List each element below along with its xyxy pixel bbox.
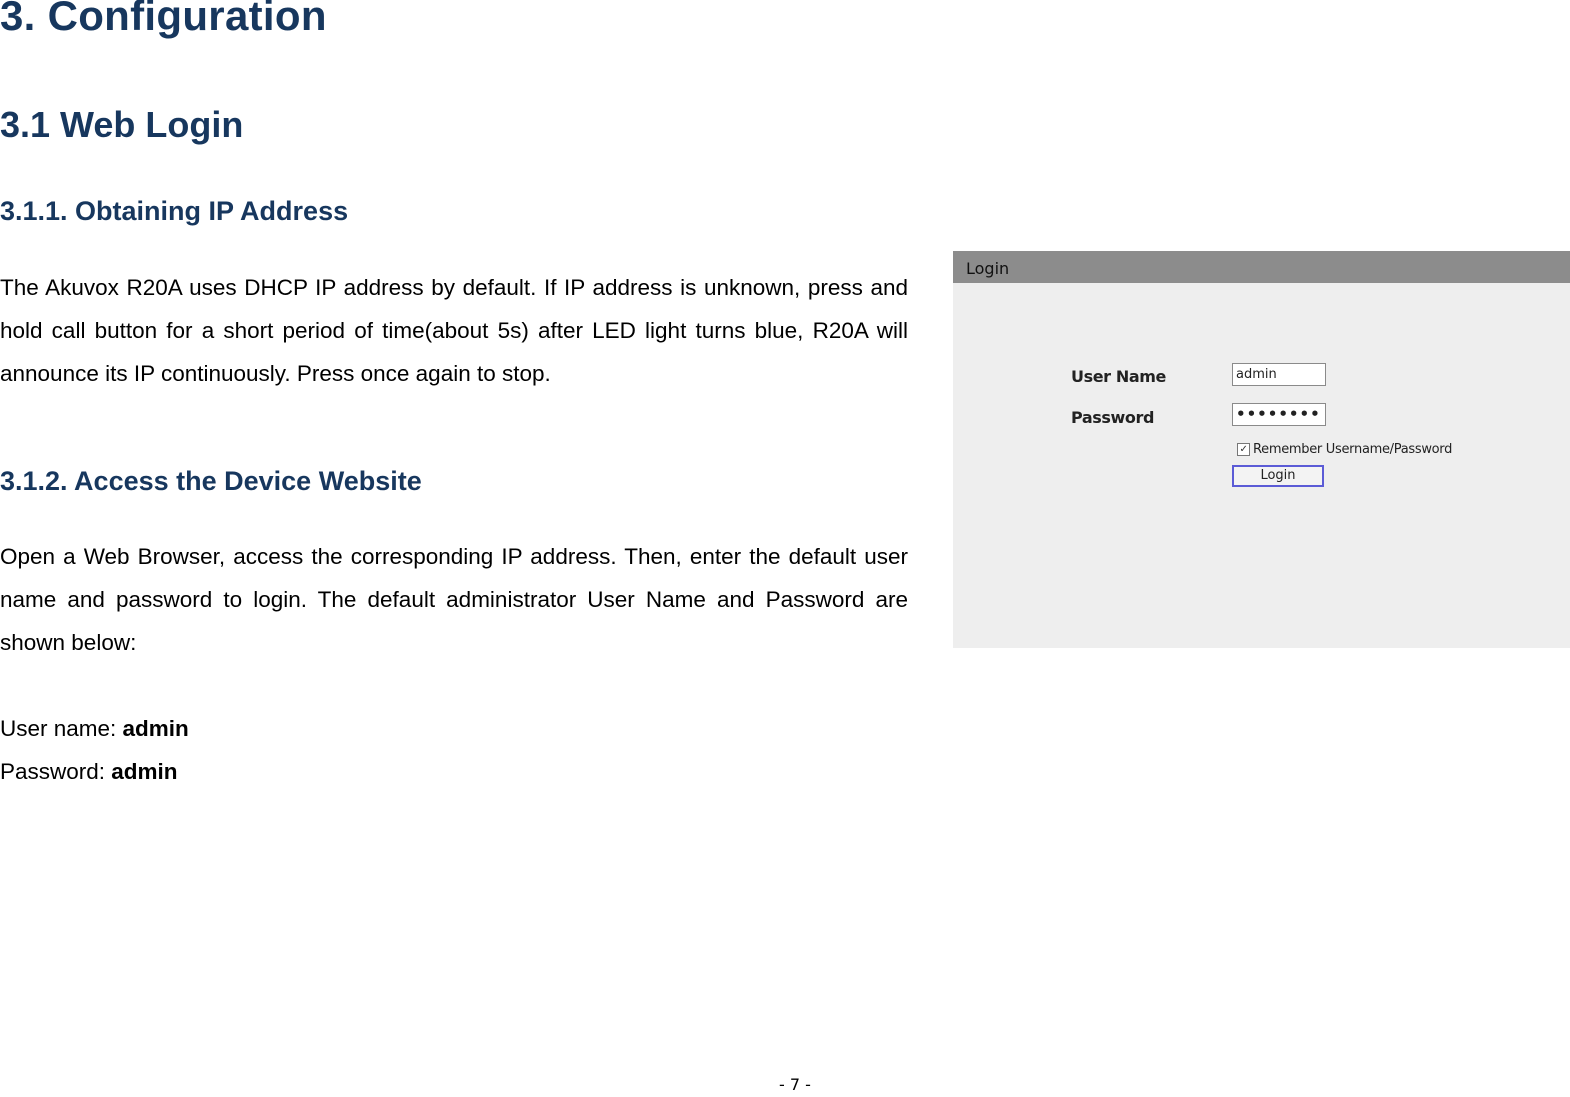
login-screenshot [953,251,1570,648]
password-credential-value: admin [111,759,178,784]
remember-checkbox-icon[interactable]: ✓ [1237,443,1250,456]
login-password-input[interactable]: •••••••• [1232,403,1326,426]
obtaining-ip-paragraph: The Akuvox R20A uses DHCP IP address by default. If IP address is unknown, press and hold call button for a short period of time(about 5s) after LED light turns blue, R20A will announce its IP continuously. Press once again to stop. [0,275,908,386]
subsection-heading-obtaining-ip: 3.1.1. Obtaining IP Address [0,196,349,226]
password-credential-line [0,750,178,793]
chapter-heading: 3. Configuration [0,0,327,39]
username-credential-line [0,707,189,750]
login-title: Login [966,259,1010,278]
subsection-heading-access-website: 3.1.2. Access the Device Website [0,466,422,496]
username-credential-label: User name: [0,716,123,741]
login-button[interactable]: Login [1232,465,1324,487]
page-number: - 7 - [779,1075,811,1094]
section-heading: 3.1 Web Login [0,104,244,145]
remember-label: Remember Username/Password [1253,442,1453,457]
remember-credentials-option[interactable] [1237,442,1452,457]
login-title-bar [953,251,1570,283]
login-username-input[interactable]: admin [1232,363,1326,386]
login-password-label: Password [1071,408,1155,427]
access-website-paragraph: Open a Web Browser, access the corresponding IP address. Then, enter the default user name and password to login. The default administrator User Name and Password are shown below: [0,544,908,655]
password-credential-label: Password: [0,759,112,784]
login-username-label: User Name [1071,367,1166,386]
username-credential-value: admin [122,716,189,741]
